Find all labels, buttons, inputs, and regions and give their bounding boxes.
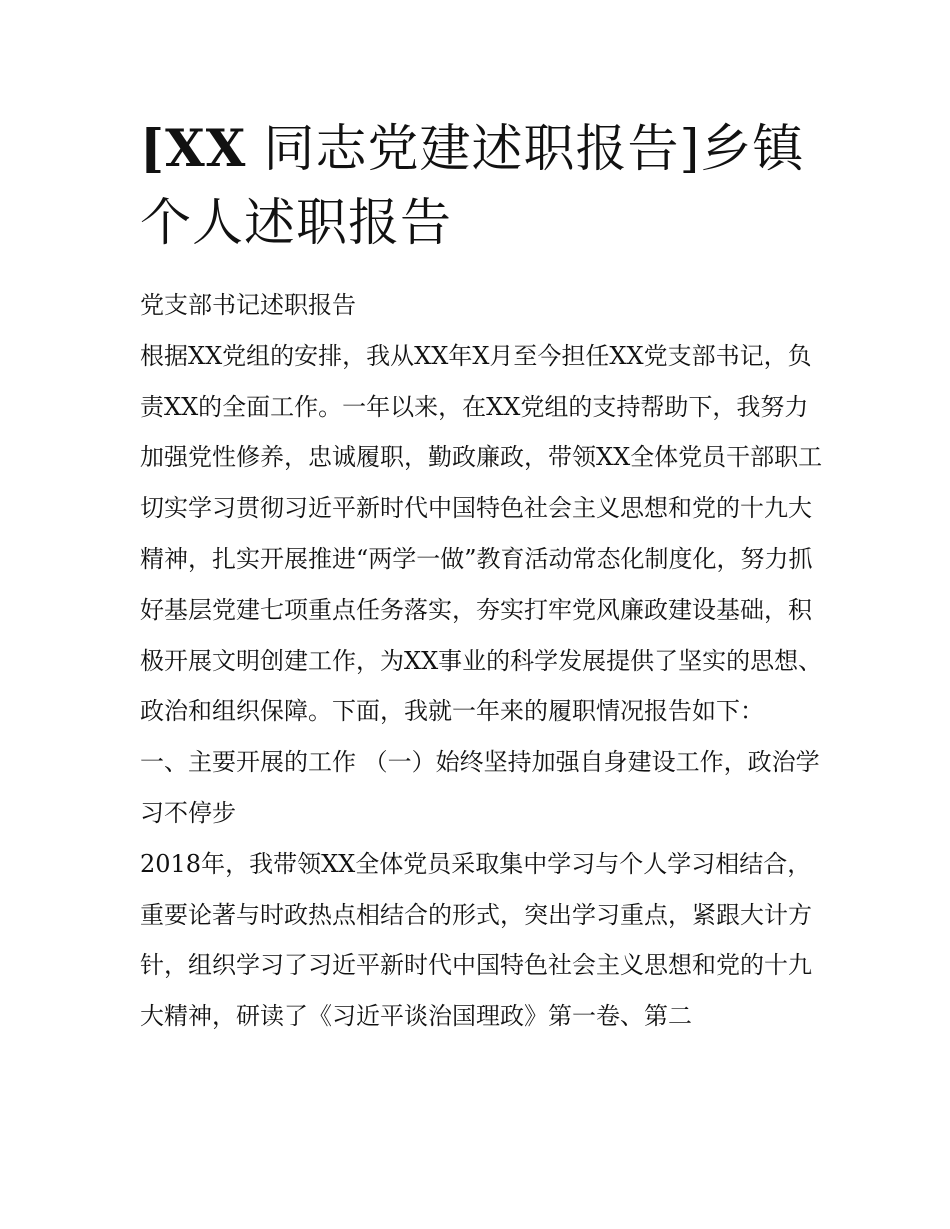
body-paragraph: 2018年，我带领XX全体党员采取集中学习与个人学习相结合，重要论著与时政热点相结合的形式，突出学习重点，紧跟大计方针，组织学习了习近平新时代中国特色社会主义思想和党的十九大精神，研读了《习近平谈治国理政》第一卷、第二 — [140, 849, 812, 1031]
section-heading: 一、主要开展的工作 （一）始终坚持加强自身建设工作，政治学习不停步 — [140, 748, 820, 827]
document-body — [140, 280, 825, 1042]
subtitle-paragraph: 党支部书记述职报告 — [140, 291, 356, 319]
document-title-rest: 同志党建述职报告]乡镇个人述职报告 — [140, 120, 805, 253]
document-title-lead: [XX — [140, 119, 247, 179]
intro-paragraph: 根据XX党组的安排，我从XX年X月至今担任XX党支部书记，负责XX的全面工作。一年以来，在XX党组的支持帮助下，我努力加强党性修养，忠诚履职，勤政廉政，带领XX全体党员干部职工切实学习贯彻习近平新时代中国特色社会主义思想和党的十九大精神，扎实开展推进“两学一做”教育活动常态化制度化，努力抓好基层党建七项重点任务落实，夯实打牢党风廉政建设基础，积极开展文明创建工作，为XX事业的科学发展提供了坚实的思想、政治和组织保障。下面，我就一年来的履职情况报告如下： — [140, 341, 823, 726]
document-title — [140, 112, 830, 261]
